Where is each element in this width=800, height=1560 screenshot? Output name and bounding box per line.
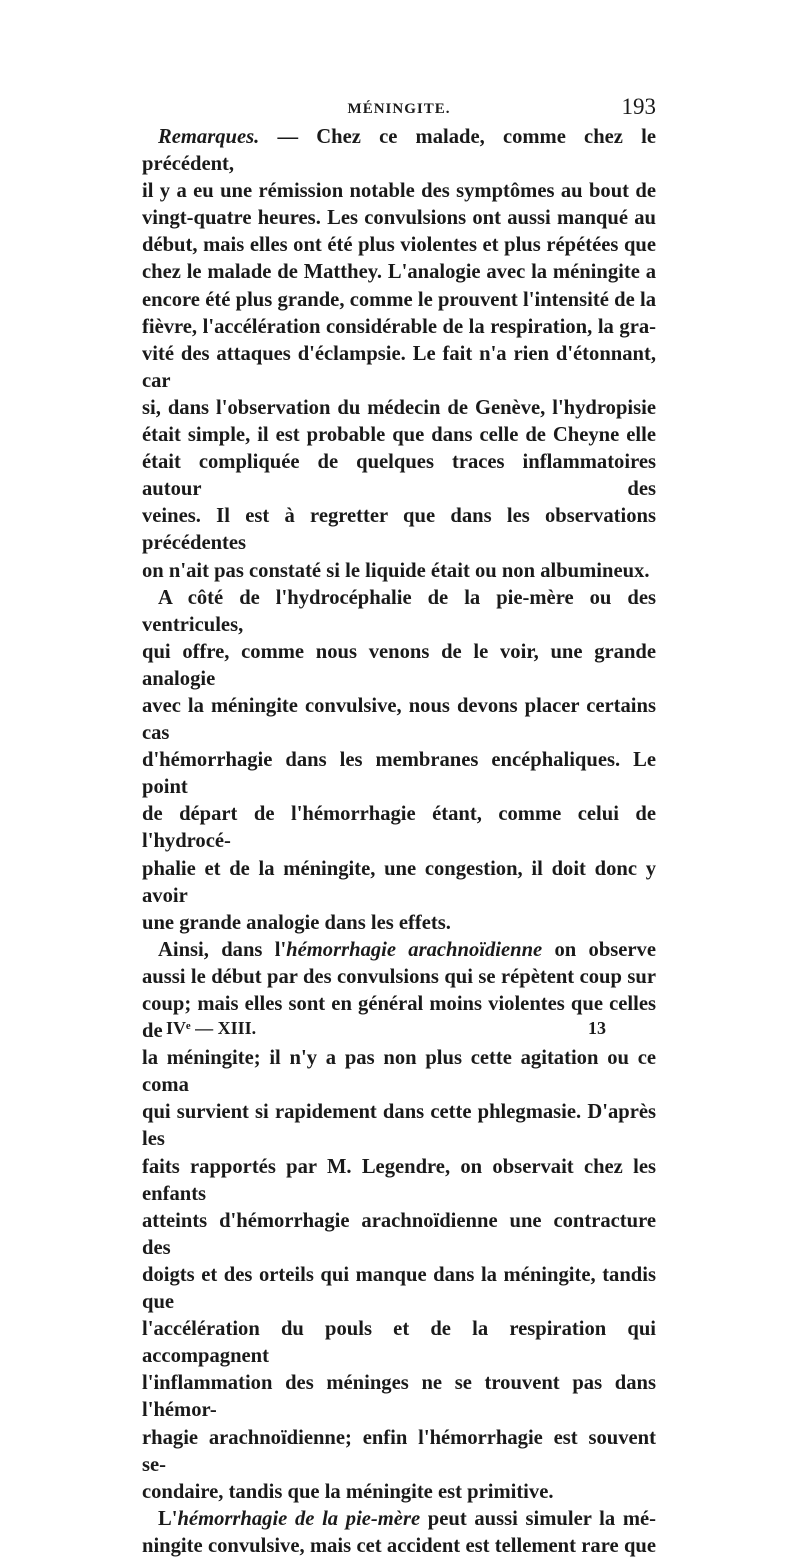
- text-run: peut aussi simuler la mé-: [420, 1507, 656, 1530]
- text-run: fièvre, l'accélération considérable de la respiration, la gra-: [142, 315, 656, 338]
- text-run: vingt-quatre heures. Les convulsions ont aussi manqué au: [142, 207, 656, 230]
- body-text: [142, 124, 656, 1560]
- text-line: [142, 422, 656, 449]
- text-line: [142, 801, 656, 855]
- text-run: Ainsi, dans l': [158, 938, 287, 961]
- text-run: vité des attaques d'éclampsie. Le fait n'a rien d'étonnant, car: [142, 342, 656, 392]
- text-line: [142, 1262, 656, 1316]
- text-line: [142, 124, 656, 178]
- text-run: phalie et de la méningite, une congestion, il doit donc y avoir: [142, 857, 656, 907]
- text-line: [142, 178, 656, 205]
- text-run: une grande analogie dans les effets.: [142, 911, 451, 934]
- text-line: [142, 1316, 656, 1370]
- page-header: [142, 94, 656, 124]
- text-line: [142, 1533, 656, 1560]
- text-run: était compliquée de quelques traces inflammatoires autour des: [142, 451, 656, 501]
- text-run: il y a eu une rémission notable des symptômes au bout de: [142, 180, 656, 203]
- text-run: faits rapportés par M. Legendre, on observait chez les enfants: [142, 1155, 656, 1205]
- text-line: [142, 1425, 656, 1479]
- text-line: [142, 232, 656, 259]
- text-run: condaire, tandis que la méningite est primitive.: [142, 1480, 554, 1503]
- text-run: qui offre, comme nous venons de le voir, une grande analogie: [142, 640, 656, 690]
- text-line: [142, 910, 656, 937]
- signature-mark: IVᵉ — XIII.: [166, 1018, 257, 1038]
- text-run: d'hémorrhagie dans les membranes encéphaliques. Le point: [142, 749, 656, 799]
- signature-number: 13: [588, 1018, 606, 1038]
- text-line: [142, 503, 656, 557]
- text-line: [142, 1506, 656, 1533]
- text-run: de départ de l'hémorrhagie étant, comme celui de l'hydrocé-: [142, 803, 656, 853]
- text-line: [142, 205, 656, 232]
- text-line: [142, 287, 656, 314]
- text-run: rhagie arachnoïdienne; enfin l'hémorrhagie est souvent se-: [142, 1426, 656, 1476]
- page-number: 193: [621, 94, 656, 119]
- text-run: atteints d'hémorrhagie arachnoïdienne une contracture des: [142, 1209, 656, 1259]
- text-run: encore été plus grande, comme le prouvent l'intensité de la: [142, 288, 656, 311]
- text-line: [142, 1479, 656, 1506]
- italic-run: hémorrhagie de la pie-mère: [177, 1507, 421, 1530]
- text-line: [142, 639, 656, 693]
- italic-run: Remarques.: [158, 126, 260, 148]
- text-line: [142, 1099, 656, 1153]
- text-run: on n'ait pas constaté si le liquide était ou non albumineux.: [142, 559, 650, 582]
- text-run: A côté de l'hydrocéphalie de la pie-mère ou des ventricules,: [142, 586, 656, 636]
- italic-run: hémorrhagie arachnoïdienne: [286, 938, 543, 961]
- text-line: [142, 395, 656, 422]
- running-head: MÉNINGITE.: [347, 101, 451, 117]
- text-run: veines. Il est à regretter que dans les observations précédentes: [142, 505, 656, 555]
- text-run: on observe: [542, 938, 656, 961]
- text-line: [142, 1045, 656, 1099]
- text-line: [142, 693, 656, 747]
- text-line: [142, 937, 656, 964]
- text-line: [142, 856, 656, 910]
- text-line: [142, 1154, 656, 1208]
- text-run: coup; mais elles sont en général moins violentes que celles de: [142, 993, 656, 1043]
- text-run: l'accélération du pouls et de la respiration qui accompagnent: [142, 1318, 656, 1368]
- text-run: aussi le début par des convulsions qui se répètent coup sur: [142, 965, 656, 988]
- text-run: — Chez ce malade, comme chez le précédent,: [142, 126, 656, 176]
- text-run: doigts et des orteils qui manque dans la méningite, tandis que: [142, 1263, 656, 1314]
- text-run: qui survient si rapidement dans cette phlegmasie. D'après les: [142, 1101, 656, 1151]
- text-line: [142, 1370, 656, 1424]
- text-run: début, mais elles ont été plus violentes et plus répétées que: [142, 234, 656, 257]
- text-line: [142, 449, 656, 503]
- text-run: l'inflammation des méninges ne se trouvent pas dans l'hémor-: [142, 1372, 656, 1422]
- text-run: avec la méningite convulsive, nous devons placer certains cas: [142, 694, 656, 745]
- page-footer: [166, 1018, 636, 1046]
- text-run: la méningite; il n'y a pas non plus cette agitation ou ce coma: [142, 1047, 656, 1097]
- text-line: [142, 964, 656, 991]
- text-line: [142, 558, 656, 585]
- text-line: [142, 747, 656, 801]
- text-line: [142, 1208, 656, 1262]
- text-run: chez le malade de Matthey. L'analogie avec la méningite a: [142, 261, 656, 284]
- text-line: [142, 341, 656, 395]
- text-run: L': [158, 1507, 178, 1530]
- text-line: [142, 585, 656, 639]
- text-line: [142, 259, 656, 286]
- text-run: ningite convulsive, mais cet accident est tellement rare que: [142, 1534, 656, 1557]
- text-run: était simple, il est probable que dans celle de Cheyne elle: [142, 424, 656, 447]
- text-run: si, dans l'observation du médecin de Genève, l'hydropisie: [142, 396, 656, 419]
- text-line: [142, 314, 656, 341]
